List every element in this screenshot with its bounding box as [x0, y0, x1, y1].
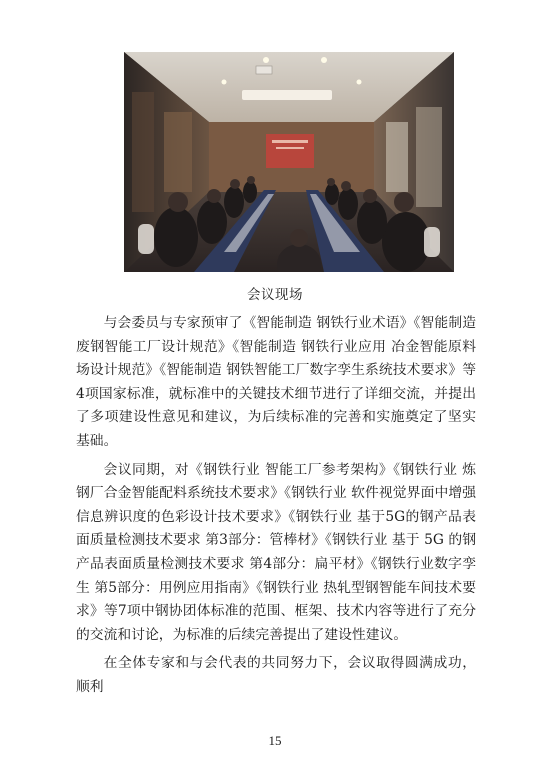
meeting-room-illustration	[124, 52, 454, 272]
article-body	[76, 312, 476, 705]
projector-icon	[256, 66, 272, 74]
photo-caption: 会议现场	[247, 287, 303, 303]
presentation-screen	[266, 134, 314, 168]
paragraph: 与会委员与专家预审了《智能制造 钢铁行业术语》《智能制造 废钢智能工厂设计规范》《智能制造 钢铁行业应用 冶金智能原料场设计规范》《智能制造 钢铁智能工厂数字孪生系统技术要求》等4项国家标准，就标准中的关键技术细节进行了详细交流，并提出了多项建设性意见和建议，为后续标准的完善和实施奠定了坚实基础。	[76, 315, 476, 449]
paragraph: 会议同期，对《钢铁行业 智能工厂参考架构》《钢铁行业 炼钢厂合金智能配料系统技术要求》《钢铁行业 软件视觉界面中增强信息辨识度的色彩设计技术要求》《钢铁行业 基于5G的钢产品表面质量检测技术要求 第3部分：管棒材》《钢铁行业 基于 5G 的钢产品表面质量检测技术要求 第4部分：扁平材》《钢铁行业数字孪生 第5部分：用例应用指南》《钢铁行业 热轧型钢智能车间技术要求》等7项中钢协团体标准的范围、框架、技术内容等进行了充分的交流和讨论，为标准的后续完善提出了建设性建议。	[76, 461, 476, 643]
page-number: 15	[268, 733, 282, 748]
paragraph: 在全体专家和与会代表的共同努力下，会议取得圆满成功，顺利	[76, 655, 476, 695]
meeting-photo	[124, 52, 454, 272]
ceiling-light-panel	[242, 90, 332, 100]
